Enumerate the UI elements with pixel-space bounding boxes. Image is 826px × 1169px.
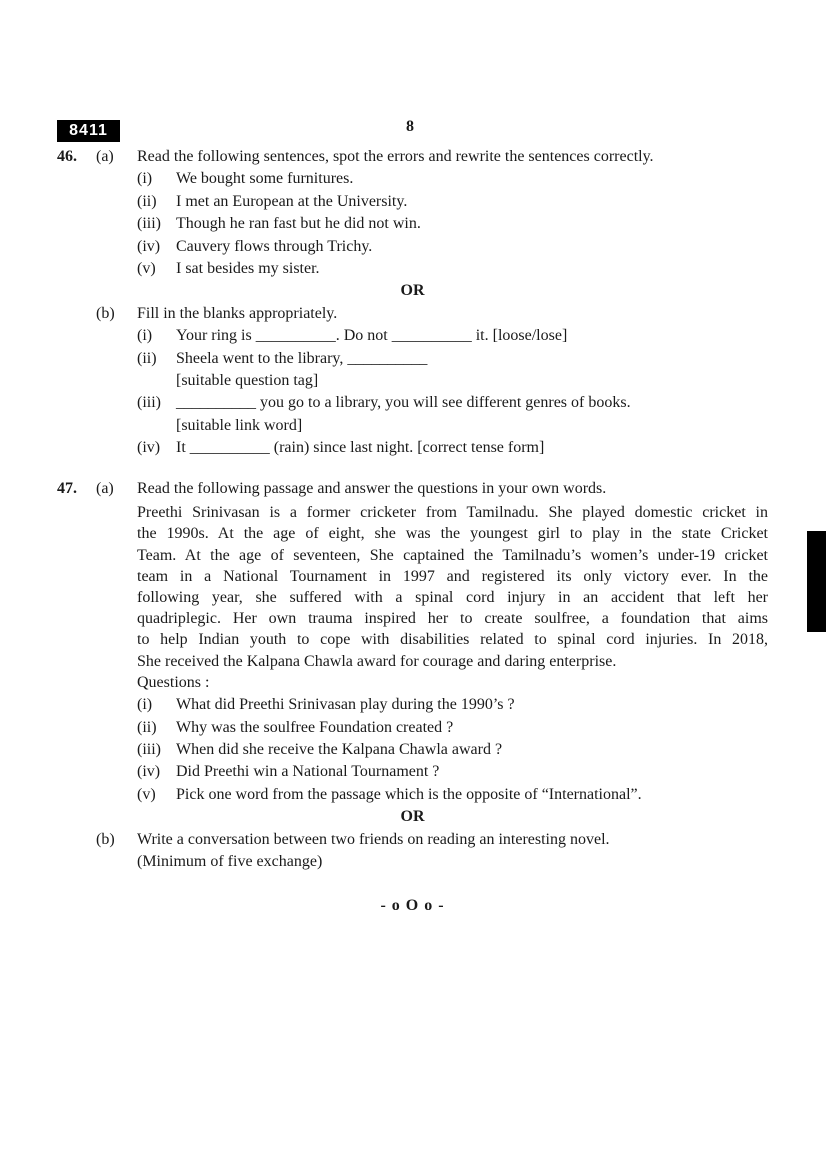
item-text: __________ you go to a library, you will see different genres of books.: [176, 394, 631, 412]
item-numeral: (iii): [137, 215, 161, 233]
question-prompt: Read the following passage and answer the questions in your own words.: [137, 479, 607, 497]
question-47b-heading: [57, 829, 768, 851]
list-item: [137, 325, 768, 347]
part-label: (a): [96, 148, 114, 165]
item-numeral: (v): [137, 260, 156, 278]
question-prompt: Write a conversation between two friends on reading an interesting novel.: [137, 830, 610, 848]
question-number: 46.: [57, 148, 77, 165]
list-item: [137, 191, 768, 213]
passage-line: Team. At the age of seventeen, She captained the Tamilnadu’s women’s under-19 cricket: [137, 546, 768, 564]
item-text: We bought some furnitures.: [176, 170, 354, 188]
page-number: 8: [406, 118, 414, 135]
passage-line: quadriplegic. Her own trauma inspired her to create soulfree, a foundation that aims: [137, 610, 768, 628]
item-numeral: (iii): [137, 394, 161, 412]
list-item: [137, 717, 768, 739]
item-numeral: (iv): [137, 763, 161, 781]
list-item: [137, 694, 768, 716]
item-numeral: (iv): [137, 237, 161, 255]
item-text: Your ring is __________. Do not __________ it. [loose/lose]: [176, 327, 568, 345]
list-item: [137, 236, 768, 258]
passage-line: She received the Kalpana Chawla award for courage and daring enterprise.: [137, 652, 617, 670]
list-item: [137, 437, 768, 459]
right-edge-black-mark: [807, 531, 826, 632]
item-numeral: (ii): [137, 192, 157, 210]
list-item: [137, 213, 768, 235]
list-item: [137, 168, 768, 190]
part-label: (b): [96, 304, 115, 322]
question-46b-heading: [57, 303, 768, 325]
list-item: [137, 739, 768, 761]
item-text: When did she receive the Kalpana Chawla award ?: [176, 740, 503, 758]
passage-line: following year, she suffered with a spinal cord injury in an accident that left her: [137, 588, 768, 606]
part-label: (a): [96, 479, 114, 497]
item-text: Cauvery flows through Trichy.: [176, 237, 373, 255]
part-label: (b): [96, 830, 115, 848]
question-number: 47.: [57, 479, 77, 497]
item-text: Why was the soulfree Foundation created ?: [176, 718, 454, 736]
item-text: Pick one word from the passage which is the opposite of “International”.: [176, 785, 642, 803]
item-numeral: (ii): [137, 349, 157, 367]
item-text: What did Preethi Srinivasan play during the 1990’s ?: [176, 696, 515, 714]
instruction-note: (Minimum of five exchange): [137, 852, 323, 870]
list-item: [137, 761, 768, 783]
question-47b-note-row: [57, 851, 768, 873]
list-item: [137, 258, 768, 280]
item-numeral: (i): [137, 327, 153, 345]
instruction-note: [suitable question tag]: [176, 372, 319, 390]
reading-passage: [137, 502, 768, 672]
item-text: I met an European at the University.: [176, 192, 408, 210]
paper-code-badge: 8411: [57, 120, 120, 142]
or-separator: OR: [400, 282, 425, 300]
item-numeral: (iii): [137, 740, 161, 758]
passage-line: Preethi Srinivasan is a former cricketer from Tamilnadu. She played domestic cricket in: [137, 504, 768, 522]
question-prompt: Fill in the blanks appropriately.: [137, 304, 338, 322]
item-numeral: (i): [137, 696, 153, 714]
item-text: It __________ (rain) since last night. [correct tense form]: [176, 439, 545, 457]
list-item: [137, 392, 768, 414]
question-46a-heading: [57, 146, 768, 168]
item-numeral: (iv): [137, 439, 161, 457]
page-content: [57, 146, 768, 918]
question-prompt: Read the following sentences, spot the errors and rewrite the sentences correctly.: [137, 148, 654, 165]
item-numeral: (ii): [137, 718, 157, 736]
item-text: Though he ran fast but he did not win.: [176, 215, 421, 233]
item-text: Did Preethi win a National Tournament ?: [176, 763, 440, 781]
question-47a-heading: [57, 478, 768, 500]
item-text: Sheela went to the library, __________: [176, 349, 428, 367]
end-of-paper-marker: - o O o -: [380, 897, 445, 915]
questions-heading: Questions :: [137, 673, 210, 691]
instruction-note: [suitable link word]: [176, 416, 303, 434]
or-separator: OR: [400, 808, 425, 826]
item-numeral: (i): [137, 170, 153, 188]
passage-line: the 1990s. At the age of eight, she was the youngest girl to play in the state Cricket: [137, 525, 768, 543]
item-text: I sat besides my sister.: [176, 260, 320, 278]
questions-heading-row: [137, 672, 768, 694]
list-item: [137, 348, 768, 370]
passage-line: to help Indian youth to cope with disabilities related to spinal cord injuries. In 2018,: [137, 631, 768, 649]
question-47: [57, 478, 768, 874]
list-item: [137, 784, 768, 806]
question-46: [57, 146, 768, 460]
item-numeral: (v): [137, 785, 156, 803]
passage-line: team in a National Tournament in 1997 and registered its only victory ever. In the: [137, 567, 768, 585]
